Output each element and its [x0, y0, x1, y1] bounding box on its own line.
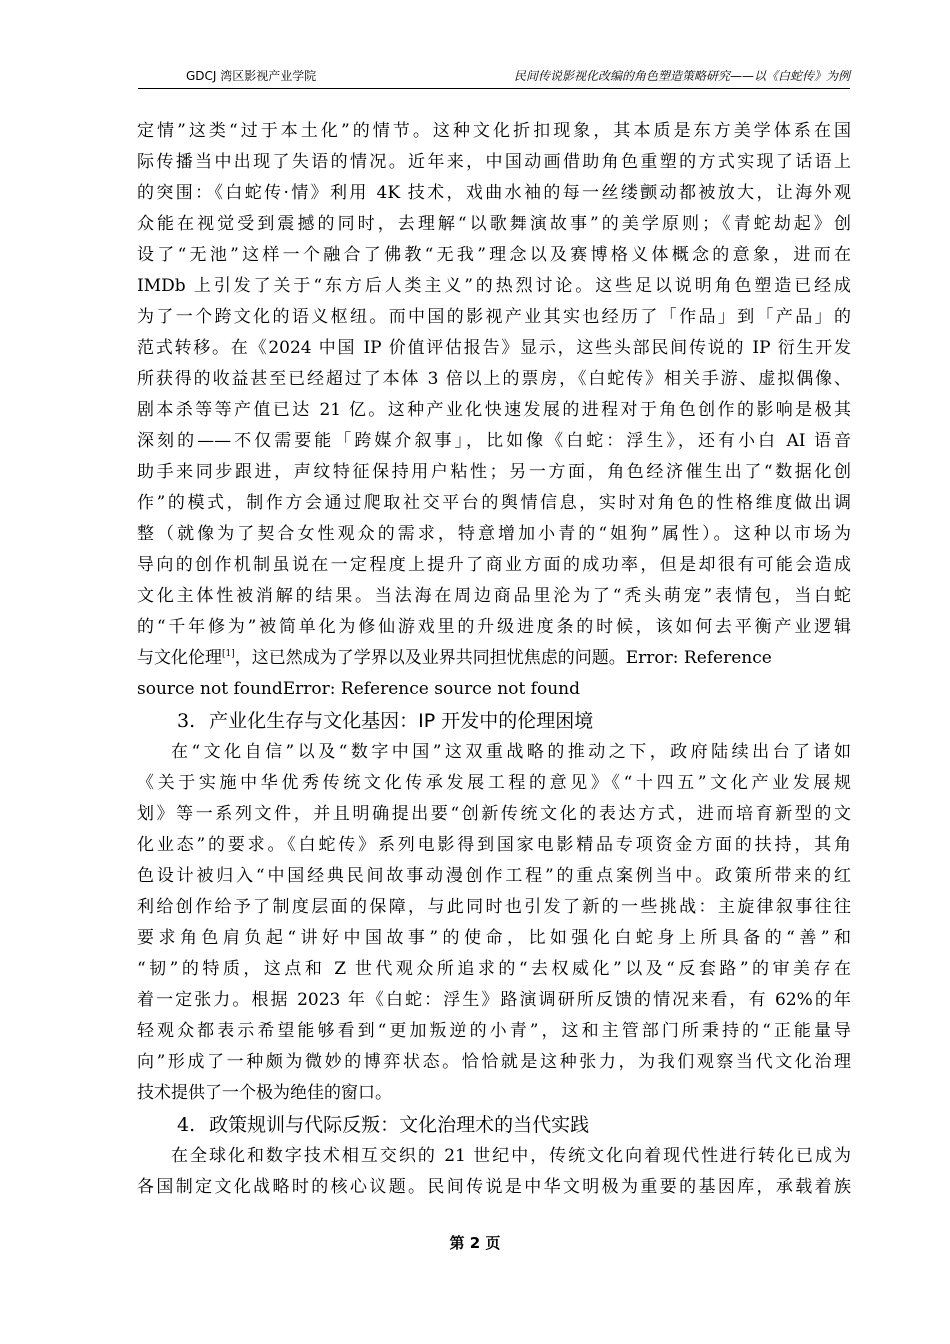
text-line: 划》等一系列文件，并且明确提出要“创新传统文化的表达方式，进而培育新型的文: [137, 804, 851, 824]
text-line: 色设计被归入“中国经典民间故事动漫创作工程”的重点案例当中。政策所带来的红: [137, 866, 851, 886]
text-line: 定情”这类“过于本土化”的情节。这种文化折扣现象，其本质是东方美学体系在国: [137, 121, 851, 141]
page-body: [137, 116, 851, 1203]
header-institution: GDCJ 湾区影视产业学院: [186, 69, 317, 83]
section-4-number: 4.: [177, 1114, 196, 1136]
text-line: 在全球化和数字技术相互交织的 21 世纪中，传统文化向着现代性进行转化已成为: [171, 1146, 851, 1166]
section-3-number: 3.: [177, 710, 196, 732]
citation-trail-text: ，这已然成为了学界以及业界共同担忧焦虑的问题。Error: Reference: [234, 648, 772, 668]
text-line: 作”的模式，制作方会通过爬取社交平台的舆情信息，实时对角色的性格维度做出调: [137, 493, 851, 513]
section-4-title: 政策规训与代际反叛：文化治理术的当代实践: [209, 1114, 590, 1136]
text-line: 际传播当中出现了失语的情况。近年来，中国动画借助角色重塑的方式实现了话语上: [137, 152, 851, 172]
text-line: 为了一个跨文化的语义枢纽。而中国的影视产业其实也经历了「作品」到「产品」的: [137, 307, 851, 327]
page-number: 第 2 页: [449, 1234, 501, 1252]
text-line: “韧”的特质，这点和 Z 世代观众所追求的“去权威化”以及“反套路”的审美存在: [137, 959, 851, 979]
header-paper-title: 民间传说影视化改编的角色塑造策略研究——以《白蛇传》为例: [513, 69, 850, 83]
text-line: 范式转移。在《2024 中国 IP 价值评估报告》显示，这些头部民间传说的 IP 衍生开发: [137, 338, 851, 358]
page-header: [138, 68, 850, 89]
text-line: 整（就像为了契合女性观众的需求，特意增加小青的“姐狗”属性）。这种以市场为: [137, 524, 851, 544]
text-line: 深刻的——不仅需要能「跨媒介叙事」，比如像《白蛇：浮生》，还有小白 AI 语音: [137, 431, 851, 451]
text-line: 文化主体性被消解的结果。当法海在周边商品里沦为了“秃头萌宠”表情包，当白蛇: [137, 586, 851, 606]
citation-marker[interactable]: [1]: [222, 649, 235, 659]
text-line: 化业态”的要求。《白蛇传》系列电影得到国家电影精品专项资金方面的扶持，其角: [137, 835, 851, 855]
text-line: 在“文化自信”以及“数字中国”这双重战略的推动之下，政府陆续出台了诸如: [171, 742, 851, 762]
text-line: 的“千年修为”被简单化为修仙游戏里的升级进度条的时候，该如何去平衡产业逻辑: [137, 617, 851, 637]
text-line: 着一定张力。根据 2023 年《白蛇：浮生》路演调研所反馈的情况来看，有 62%的年: [137, 990, 851, 1010]
section-3-title: 产业化生存与文化基因：IP 开发中的伦理困境: [209, 710, 594, 732]
text-line: 技术提供了一个极为绝佳的窗口。: [137, 1083, 392, 1103]
text-line: 导向的创作机制虽说在一定程度上提升了商业方面的成功率，但是却很有可能会造成: [137, 555, 851, 575]
paragraph-1: [137, 116, 851, 705]
text-line: 向”形成了一种颇为微妙的博弈状态。恰恰就是这种张力，为我们观察当代文化治理: [137, 1052, 851, 1072]
text-line: IMDb 上引发了关于“东方后人类主义”的热烈讨论。这些足以说明角色塑造已经成: [137, 276, 851, 296]
citation-lead-text: 与文化伦理: [137, 648, 222, 668]
text-line: 剧本杀等等产值已达 21 亿。这种产业化快速发展的进程对于角色创作的影响是极其: [137, 400, 851, 420]
text-line: source not foundError: Reference source not found: [137, 679, 580, 699]
text-line: 利给创作给予了制度层面的保障，与此同时也引发了新的一些挑战：主旋律叙事往往: [137, 897, 851, 917]
section-4-heading: [137, 1109, 851, 1141]
text-line: 众能在视觉受到震撼的同时，去理解“以歌舞演故事”的美学原则；《青蛇劫起》创: [137, 214, 851, 234]
section-3-heading: [137, 705, 851, 737]
text-line: 轻观众都表示希望能够看到“更加叛逆的小青”，这和主管部门所秉持的“正能量导: [137, 1021, 851, 1041]
text-line: 《关于实施中华优秀传统文化传承发展工程的意见》《“十四五”文化产业发展规: [137, 773, 851, 793]
section-4-paragraph: [137, 1141, 851, 1203]
text-line: 各国制定文化战略时的核心议题。民间传说是中华文明极为重要的基因库，承载着族: [137, 1177, 851, 1197]
text-line: 所获得的收益甚至已经超过了本体 3 倍以上的票房，《白蛇传》相关手游、虚拟偶像、: [137, 369, 851, 389]
text-line: 要求角色肩负起“讲好中国故事”的使命，比如强化白蛇身上所具备的“善”和: [137, 928, 851, 948]
text-line: 的突围：《白蛇传·情》利用 4K 技术，戏曲水袖的每一丝缕颤动都被放大，让海外观: [137, 183, 851, 203]
section-3-paragraph: [137, 737, 851, 1109]
text-line: 助手来同步跟进，声纹特征保持用户粘性；另一方面，角色经济催生出了“数据化创: [137, 462, 851, 482]
text-line: 设了“无池”这样一个融合了佛教“无我”理念以及赛博格义体概念的意象，进而在: [137, 245, 851, 265]
text-line-with-citation: [137, 643, 851, 674]
